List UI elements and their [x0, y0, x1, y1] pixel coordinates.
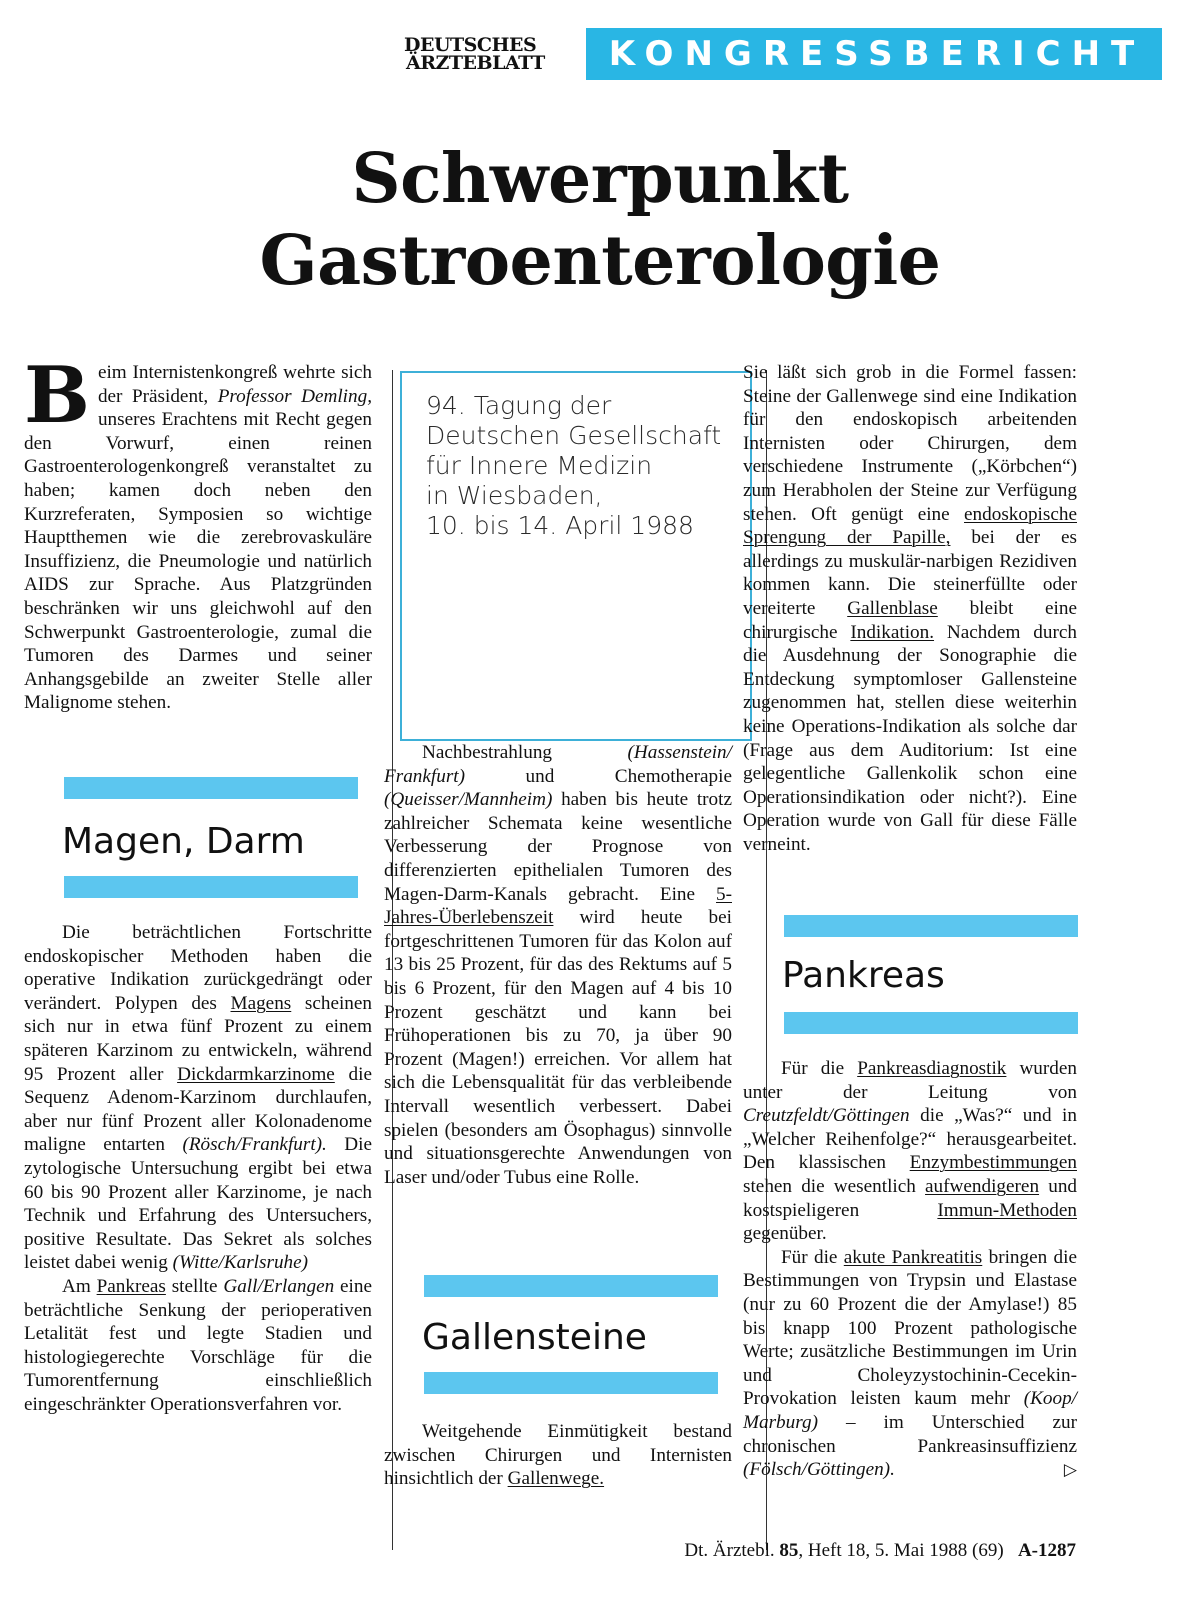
section-heading-magen: Magen, Darm	[62, 821, 305, 862]
continue-arrow-icon: ▷	[1063, 1460, 1077, 1481]
section-bar-bottom	[784, 1012, 1078, 1034]
column-3-body	[743, 361, 1077, 856]
logo-line-2: ÄRZTEBLATT	[406, 52, 545, 74]
section-banner: KONGRESSBERICHT	[586, 28, 1162, 80]
headline-line-1: Schwerpunkt	[351, 139, 849, 219]
magen-body	[24, 921, 372, 1416]
section-bar-top	[424, 1275, 718, 1297]
lead-author: Professor Demling,	[217, 385, 372, 407]
paragraph: Sie läßt sich grob in die Formel fassen: Steine der Gallenwege sind eine Indikation für den endoskopisch arbeitenden Internisten oder Chirurgen, dem verschiedene Instrumente („Körbchen“) zum Herabholen der Steine zur Verfügung stehen. Oft genügt eine endoskopische Sprengung der Papille, bei der es allerdings zu muskulär-narbigen Rezidiven kommen kann. Die steinerfüllte oder vereiterte Gallenblase bleibt eine chirurgische Indikation. Nachdem durch die Ausdehnung der Sonographie die Entdeckung symptomloser Gallensteine zugenommen hat, stellen diese weiterhin keine Operations-Indikation als solche dar (Frage aus dem Auditorium: Ist eine gelegentliche Gallenkolik schon eine Operationsindikation oder nicht?). Eine Operation wurde von Gall für diese Fälle verneint.	[743, 362, 1078, 855]
pankreas-body	[743, 1057, 1077, 1483]
info-line: 10. bis 14. April 1988	[426, 511, 694, 540]
headline-line-2: Gastroenterologie	[259, 221, 941, 301]
section-heading-pankreas: Pankreas	[782, 955, 945, 996]
lead-text: eim Internistenkongreß wehrte sich der Präsident,	[97, 362, 372, 407]
column-2-body	[384, 741, 732, 1189]
footer-issue: , Heft 18, 5. Mai 1988 (69)	[798, 1540, 1004, 1561]
page-footer	[600, 1540, 1076, 1562]
logo-line-1: DEUTSCHES	[404, 34, 537, 56]
lead-paragraph	[24, 350, 372, 715]
footer-journal: Dt. Ärztebl.	[684, 1540, 775, 1561]
journal-logo	[404, 36, 572, 72]
section-bar-bottom	[64, 876, 358, 898]
info-line: Deutschen Gesellschaft	[426, 421, 722, 450]
paragraph: Für die Pankreasdiagnostik wurden unter der Leitung von Creutzfeldt/Göttingen die „Was?“ und in „Welcher Reihenfolge?“ herausgearbeitet. Den klassischen Enzymbestimmungen stehen die wesentlich aufwendigeren und kostspieligeren Immun-Methoden gegenüber.	[743, 1058, 1077, 1245]
gallensteine-body	[384, 1420, 732, 1491]
section-heading-gallensteine: Gallensteine	[422, 1317, 647, 1358]
paragraph: Für die akute Pankreatitis bringen die Bestimmungen von Trypsin und Elastase (nur zu 60 Prozent die der Amylase!) 85 bis knapp 100 Prozent pathologische Werte; zusätzliche Bestimmungen im Urin und Choleyzystochinin-Cecekin-Provokation leisten kaum mehr (Koop/ Marburg) – im Unterschied zur chronischen Pankreasinsuffizienz (Fölsch/Göttingen). ▷	[743, 1246, 1077, 1482]
footer-volume: 85	[779, 1540, 799, 1561]
article-headline	[100, 138, 1100, 302]
lead-text: unseres Erachtens mit Recht gegen den Vorwurf, einen reinen Gastroenterologenkongreß veranstaltet zu haben; kamen doch neben den Kurzreferaten, Symposien so wichtige Hauptthemen wie die zerebrovaskuläre Insuffizienz, die Pneumologie und natürlich AIDS zur Sprache. Aus Platzgründen beschränken wir uns gleichwohl auf den Schwerpunkt Gastroenterologie, zumal die Tumoren des Darmes und seiner Anhangsgebilde an zweiter Stelle aller Malignome stehen.	[24, 409, 372, 714]
section-bar-top	[784, 915, 1078, 937]
paragraph: Die beträchtlichen Fortschritte endoskopischer Methoden haben die operative Indikation zurückgedrängt oder verändert. Polypen des Magens scheinen sich nur in etwa fünf Prozent zu einem späteren Karzinom zu entwickeln, während 95 Prozent aller Dickdarmkarzinome die Sequenz Adenom-Karzinom durchlaufen, aber nur fünf Prozent aller Kolonadenome maligne entarten (Rösch/Frankfurt). Die zytologische Untersuchung ergibt bei etwa 60 bis 90 Prozent aller Karzinome, je nach Technik und Erfahrung des Untersuchers, positive Resultate. Das Sekret als solches leistet dabei wenig (Witte/Karlsruhe)	[24, 922, 372, 1274]
paragraph: Nachbestrahlung (Hassenstein/ Frankfurt) und Chemotherapie (Queisser/Mannheim) haben bis heute trotz zahlreicher Schemata keine wesentliche Verbesserung der Prognose von differenzierten epithelialen Tumoren des Magen-Darm-Kanals gebracht. Eine 5-Jahres-Überlebenszeit wird heute bei fortgeschrittenen Tumoren für das Kolon auf 13 bis 25 Prozent, für das des Rektums auf 5 bis 6 Prozent, für den Magen auf 4 bis 10 Prozent geschätzt und kann bei Frühoperationen bis zu 70, ja über 90 Prozent (Magen!) erreichen. Vor allem hat sich die Lebensqualität für das verbleibende Intervall wesentlich verbessert. Dabei spielen (besonders am Ösophagus) sinnvolle und situationsgerechte Anwendungen von Laser und/oder Tubus eine Rolle.	[384, 742, 732, 1188]
section-bar-top	[64, 777, 358, 799]
info-line: für Innere Medizin	[426, 451, 653, 480]
info-line: in Wiesbaden,	[426, 481, 603, 510]
paragraph: Weitgehende Einmütigkeit bestand zwischen Chirurgen und Internisten hinsichtlich der Gallenwege.	[384, 1421, 732, 1490]
info-line: 94. Tagung der	[426, 391, 612, 420]
section-bar-bottom	[424, 1372, 718, 1394]
conference-info-box	[400, 371, 752, 741]
drop-cap: B	[24, 350, 90, 441]
paragraph: Am Pankreas stellte Gall/Erlangen eine beträchtliche Senkung der perioperativen Letalität fest und legte Stadien und histologiegerechte Vorschläge für die Tumorentfernung einschließlich eingeschränkter Operationsverfahren vor.	[24, 1275, 373, 1415]
footer-page-number: A-1287	[1017, 1540, 1076, 1561]
